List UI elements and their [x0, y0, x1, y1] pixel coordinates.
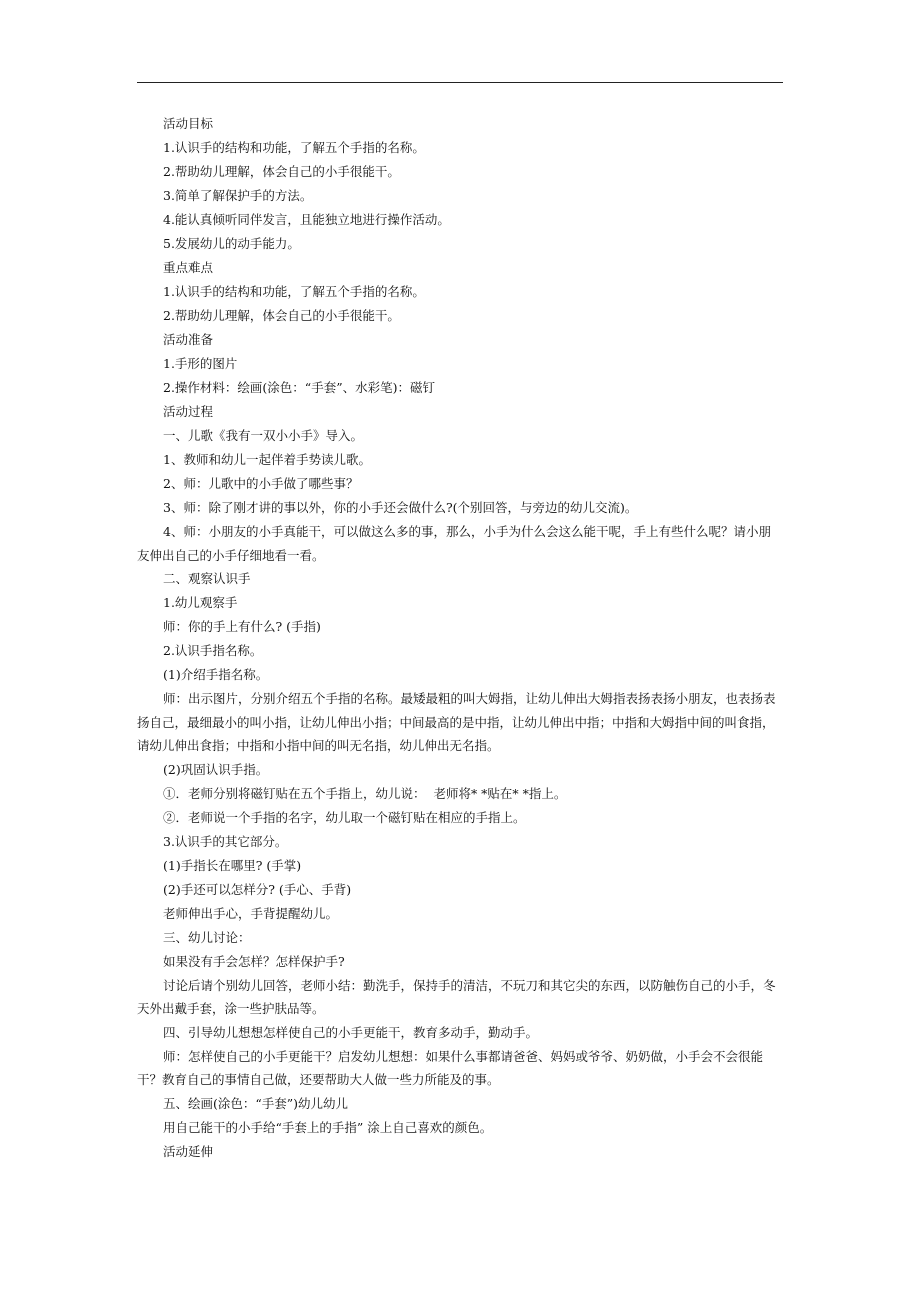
- header-rule: [137, 82, 783, 83]
- paragraph: 如果没有手会怎样？怎样保护手?: [163, 953, 345, 969]
- section-heading: 活动延伸: [163, 1143, 214, 1159]
- paragraph: 1.幼儿观察手: [163, 595, 238, 610]
- paragraph: ①．老师分别将磁钉贴在五个手指上，幼儿说： 老师将* *贴在* *指上。: [163, 785, 567, 801]
- section-heading: 活动过程: [163, 404, 214, 419]
- paragraph: (2)巩固认识手指。: [163, 761, 269, 777]
- paragraph: (1)手指长在哪里? (手掌): [163, 857, 302, 873]
- paragraph: 用自己能干的小手给“手套上的手指” 涂上自己喜欢的颜色。: [163, 1119, 493, 1135]
- paragraph: 师：出示图片，分别介绍五个手指的名称。最矮最粗的叫大姆指，让幼儿伸出大姆指表扬表扬小朋友，也表扬表扬自己，最细最小的叫小指，让幼儿伸出小指；中间最高的是中指，让幼儿伸出中指；中指和大姆指中间的叫食指，请幼儿伸出食指；中指和小指中间的叫无名指，幼儿伸出无名指。: [137, 691, 776, 753]
- paragraph: 2.认识手指名称。: [163, 643, 263, 658]
- paragraph: 2、师：儿歌中的小手做了哪些事？: [163, 476, 359, 491]
- list-item: 2.帮助幼儿理解，体会自己的小手很能干。: [163, 164, 400, 179]
- paragraph: 4、师：小朋友的小手真能干，可以做这么多的事，那么，小手为什么会这么能干呢，手上有些什么呢？请小朋友伸出自己的小手仔细地看一看。: [137, 524, 771, 563]
- paragraph: 讨论后请个别幼儿回答，老师小结：勤洗手，保持手的清洁，不玩刀和其它尖的东西，以防触伤自己的小手，冬天外出戴手套，涂一些护肤品等。: [137, 977, 776, 1016]
- list-item: 1.认识手的结构和功能，了解五个手指的名称。: [163, 140, 425, 155]
- list-item: 1.手形的图片: [163, 356, 238, 371]
- paragraph: 1、教师和幼儿一起伴着手势读儿歌。: [163, 452, 371, 467]
- paragraph: 师：你的手上有什么? (手指): [163, 619, 321, 634]
- section-heading: 重点难点: [163, 260, 214, 275]
- document-body: [137, 112, 783, 1164]
- paragraph: (1)介绍手指名称。: [163, 667, 269, 682]
- list-item: 4.能认真倾听同伴发言，且能独立地进行操作活动。: [163, 212, 450, 227]
- paragraph: ②．老师说一个手指的名字，幼儿取一个磁钉贴在相应的手指上。: [163, 809, 526, 825]
- list-item: 1.认识手的结构和功能，了解五个手指的名称。: [163, 284, 425, 299]
- paragraph: 二、观察认识手: [163, 571, 251, 586]
- paragraph: 师：怎样使自己的小手更能干？启发幼儿想想：如果什么事都请爸爸、妈妈或爷爷、奶奶做，小手会不会很能干？教育自己的事情自己做，还要帮助大人做一些力所能及的事。: [137, 1048, 764, 1087]
- paragraph: (2)手还可以怎样分? (手心、手背): [163, 881, 352, 897]
- section-heading: 活动目标: [163, 116, 214, 131]
- paragraph: 五、绘画(涂色：“手套”)幼儿幼儿: [163, 1095, 349, 1111]
- section-heading: 活动准备: [163, 332, 214, 347]
- paragraph: 四、引导幼儿想想怎样使自己的小手更能干，教育多动手，勤动手。: [163, 1024, 539, 1040]
- list-item: 2.操作材料：绘画(涂色：“手套”、水彩笔)：磁钉: [163, 380, 435, 395]
- paragraph: 3、师：除了刚才讲的事以外，你的小手还会做什么?(个别回答，与旁边的幼儿交流)。: [163, 500, 638, 515]
- list-item: 2.帮助幼儿理解，体会自己的小手很能干。: [163, 308, 400, 323]
- paragraph: 3.认识手的其它部分。: [163, 833, 288, 849]
- list-item: 5.发展幼儿的动手能力。: [163, 236, 300, 251]
- paragraph: 老师伸出手心，手背提醒幼儿。: [163, 905, 339, 921]
- paragraph: 三、幼儿讨论：: [163, 929, 251, 945]
- paragraph: 一、儿歌《我有一双小小手》导入。: [163, 428, 364, 443]
- list-item: 3.简单了解保护手的方法。: [163, 188, 313, 203]
